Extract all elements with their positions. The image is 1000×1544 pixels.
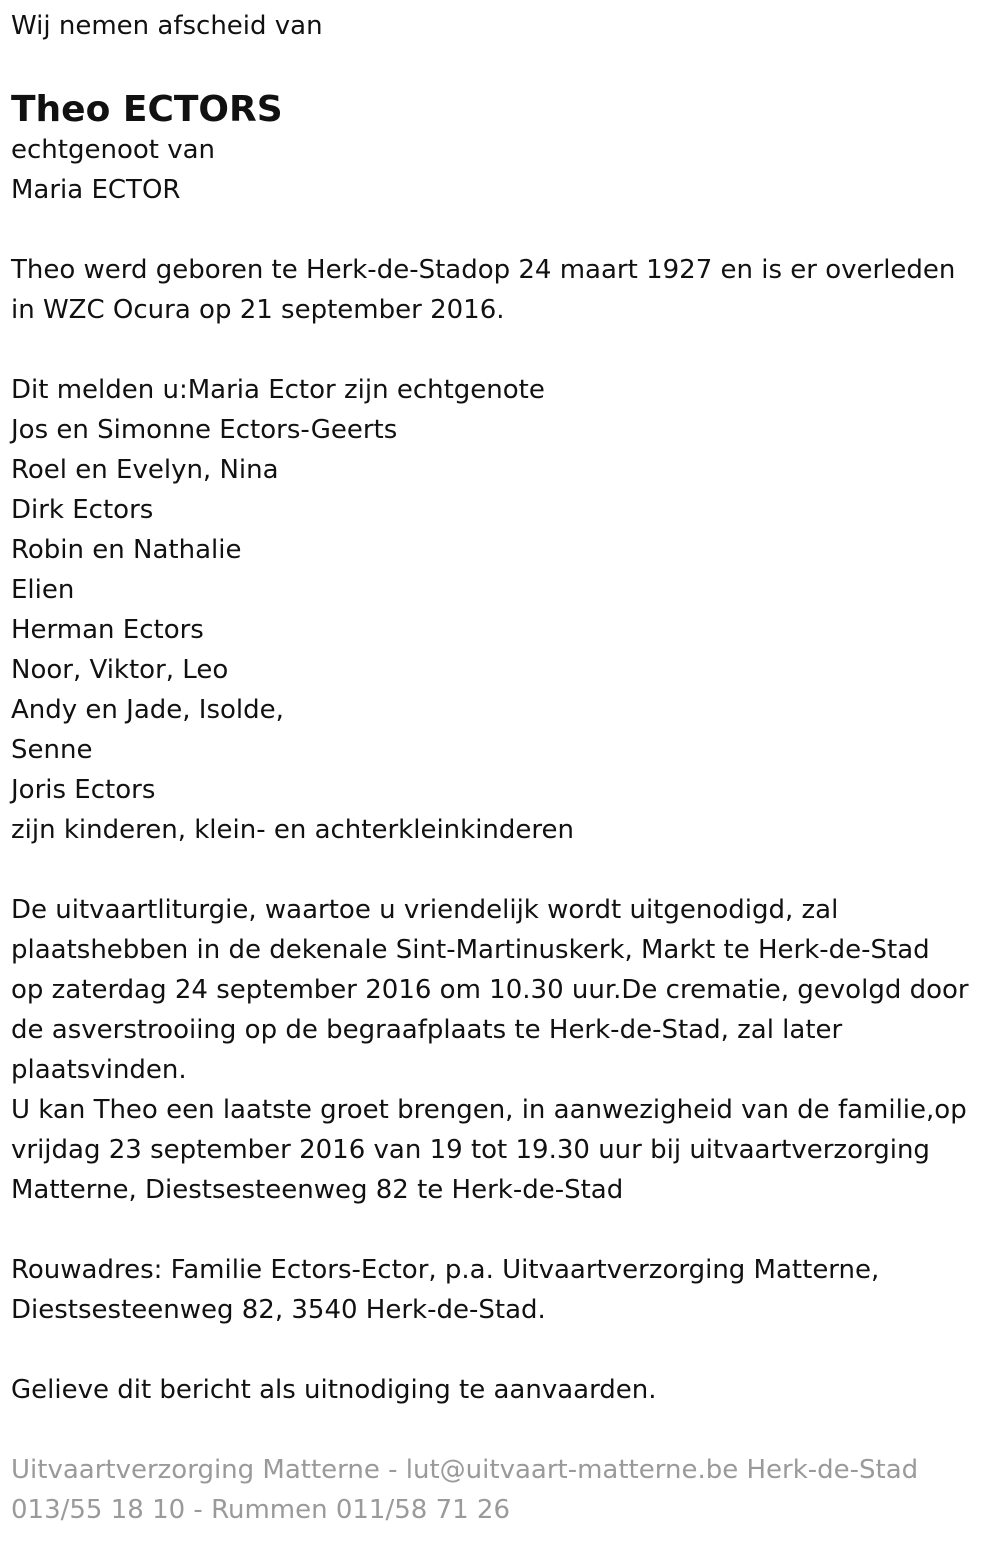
family-line: Senne: [11, 735, 93, 765]
intro-text: Wij nemen afscheid van: [11, 11, 323, 41]
obituary-notice: [11, 0, 991, 1530]
mourning-address: [11, 1250, 991, 1330]
spouse-label: echtgenoot van: [11, 135, 216, 165]
family-line: Dit melden u:Maria Ector zijn echtgenote: [11, 375, 545, 405]
family-line: Herman Ectors: [11, 615, 204, 645]
paragraph-line: Matterne, Diestsesteenweg 82 te Herk-de-Stad: [11, 1175, 624, 1205]
family-line: Roel en Evelyn, Nina: [11, 455, 279, 485]
paragraph-line: op zaterdag 24 september 2016 om 10.30 uur.De crematie, gevolgd door: [11, 975, 969, 1005]
paragraph-line: U kan Theo een laatste groet brengen, in aanwezigheid van de familie,op: [11, 1095, 967, 1125]
closing-text: Gelieve dit bericht als uitnodiging te aanvaarden.: [11, 1375, 657, 1405]
paragraph-line: de asverstrooiing op de begraafplaats te Herk-de-Stad, zal later: [11, 1015, 843, 1045]
deceased-name: Theo ECTORS: [11, 89, 283, 130]
paragraph-line: Theo werd geboren te Herk-de-Stadop 24 maart 1927 en is er overleden: [11, 255, 956, 285]
closing-paragraph: [11, 1370, 991, 1410]
paragraph-line: Diestsesteenweg 82, 3540 Herk-de-Stad.: [11, 1295, 546, 1325]
paragraph-line: plaatshebben in de dekenale Sint-Martinuskerk, Markt te Herk-de-Stad: [11, 935, 930, 965]
family-line: Elien: [11, 575, 75, 605]
paragraph-line: in WZC Ocura op 21 september 2016.: [11, 295, 505, 325]
family-line: Noor, Viktor, Leo: [11, 655, 229, 685]
family-line: Jos en Simonne Ectors-Geerts: [11, 415, 398, 445]
paragraph-line: De uitvaartliturgie, waartoe u vriendelijk wordt uitgenodigd, zal: [11, 895, 839, 925]
spouse-name: Maria ECTOR: [11, 175, 181, 205]
paragraph-line: Rouwadres: Familie Ectors-Ector, p.a. Uitvaartverzorging Matterne,: [11, 1255, 880, 1285]
ceremony-paragraph: [11, 890, 991, 1210]
footer-line: 013/55 18 10 - Rummen 011/58 71 26: [11, 1495, 511, 1525]
family-line: Dirk Ectors: [11, 495, 154, 525]
funeral-home-footer: [11, 1450, 991, 1530]
birth-death-paragraph: [11, 250, 991, 330]
paragraph-line: vrijdag 23 september 2016 van 19 tot 19.30 uur bij uitvaartverzorging: [11, 1135, 930, 1165]
paragraph-line: plaatsvinden.: [11, 1055, 187, 1085]
footer-line: Uitvaartverzorging Matterne - lut@uitvaart-matterne.be Herk-de-Stad: [11, 1455, 919, 1485]
family-line: Joris Ectors: [11, 775, 156, 805]
family-line: Robin en Nathalie: [11, 535, 242, 565]
family-line: zijn kinderen, klein- en achterkleinkinderen: [11, 815, 574, 845]
family-list: [11, 370, 991, 850]
family-line: Andy en Jade, Isolde,: [11, 695, 284, 725]
